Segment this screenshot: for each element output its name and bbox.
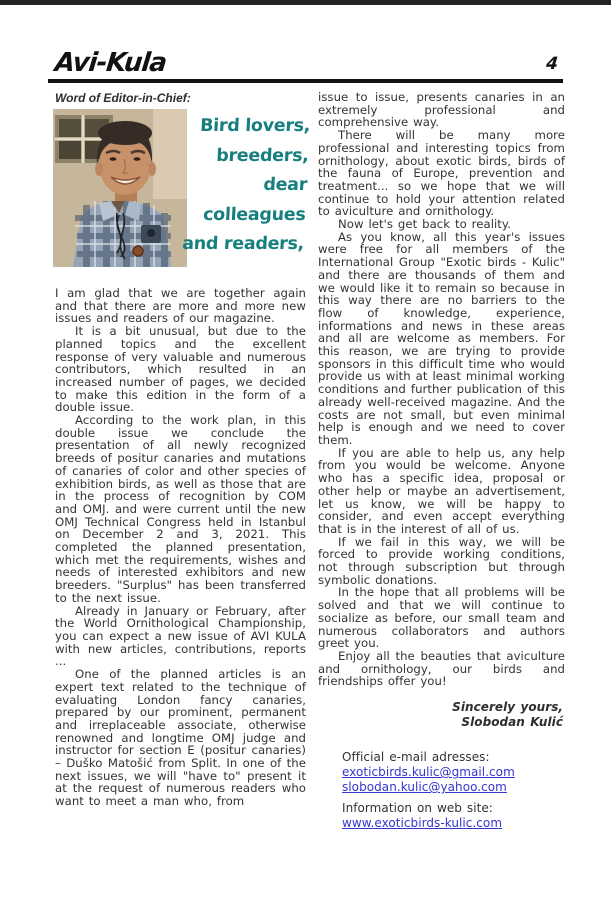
email-link-yahoo[interactable]: slobodan.kulic@yahoo.com [342, 780, 507, 795]
website-label: Information on web site: [342, 801, 493, 816]
paragraph: If we fail in this way, we will be forced to provide working conditions, not through subscription but through symbolic donations. [318, 534, 565, 587]
paragraph: I am glad that we are together again and that there are more and more new issues and readers of our magazine. [55, 286, 306, 326]
paragraph: One of the planned articles is an expert text related to the technique of evaluating London fancy canaries, prepared by our prominent, permanent and irreplaceable associate, otherwise renowned and longtime OMJ judge and instructor for section E (positur canaries) – Duško Matošić from Split. In one of the next issues, we will "have to" present it at the request of numerous readers who want to meet a man who, from [55, 667, 306, 809]
header-divider [48, 79, 563, 83]
editorial-headline [146, 112, 311, 260]
paragraph: issue to issue, presents canaries in an extremely professional and comprehensive way. [318, 90, 565, 130]
paragraph: As you know, all this year's issues were free for all members of the International Group "Exotic birds - Kulic" and there are thousands of them and we would like it to remain so because in this way there are no barriers to the flow of knowledge, experience, informations and news in these areas and all are welcome as members. For this reason, we are trying to provide sponsors in this difficult time who would provide us with at least minimal working conditions and further publication of this already well-received magazine. And the costs are not small, but even minimal help is enough and we need to cover them. [318, 229, 565, 447]
section-label: Word of Editor-in-Chief: [55, 91, 191, 105]
paragraph: It is a bit unusual, but due to the planned topics and the excellent response of very valuable and numerous contributors, which resulted in an increased number of pages, we decided to make this edition in the form of a double issue. [55, 324, 306, 415]
paragraph: Enjoy all the beauties that aviculture and ornithology, our birds and friendships offer you! [318, 648, 565, 689]
email-label: Official e-mail adresses: [342, 750, 490, 765]
paragraph: If you are able to help us, any help from you would be welcome. Anyone who has a specific idea, proposal or other help or maybe an advertisement, let us know, we will be happy to consider, and even accept everything that is in the interest of all of us. [318, 445, 565, 536]
right-text-column [318, 91, 565, 831]
headline-line: dear [262, 175, 308, 195]
headline-line: Bird lovers, [199, 116, 311, 136]
window-top-bar [0, 0, 611, 5]
signature-block [318, 700, 565, 730]
paragraph: Now let's get back to reality. [338, 217, 511, 232]
paragraph: Already in January or February, after the World Ornithological Championship, you can expect a new issue of AVI KULA with new articles, contributions, reports ... [55, 603, 306, 669]
email-link-gmail[interactable]: exoticbirds.kulic@gmail.com [342, 765, 515, 780]
magazine-title: Avi-Kula [53, 48, 168, 78]
page-number: 4 [545, 54, 560, 74]
headline-line: colleagues [202, 204, 307, 225]
paragraph: In the hope that all problems will be solved and that we will continue to socialize as before, our small team and numerous collaborators and authors greet you. [318, 585, 565, 651]
signature-name: Slobodan Kulić [461, 715, 563, 730]
headline-line: breeders, [215, 145, 310, 166]
left-text-column [55, 287, 306, 808]
paragraph: According to the work plan, in this double issue we conclude the presentation of all newly recognized breeds of positur canaries and mutations of canaries of color and other species of exhibition birds, as well as those that are in the process of recognition by COM and OMJ. and were current until the new OMJ Technical Congress held in Istanbul on December 2 and 3, 2021. This completed the planned presentation, which met the requirements, wishes and needs of interested exhibitors and new breeders. "Surplus" has been transferred to the next issue. [55, 413, 306, 605]
paragraph: There will be many more professional and interesting topics from ornithology, about exotic birds, birds of the fauna of Europe, prevention and treatment... so we hope that we will continue to hold your attention related to aviculture and ornithology. [318, 128, 565, 219]
headline-line: and readers, [181, 234, 305, 254]
signature-closing: Sincerely yours, [452, 700, 563, 715]
website-link[interactable]: www.exoticbirds-kulic.com [342, 816, 503, 831]
contact-block [318, 750, 565, 831]
